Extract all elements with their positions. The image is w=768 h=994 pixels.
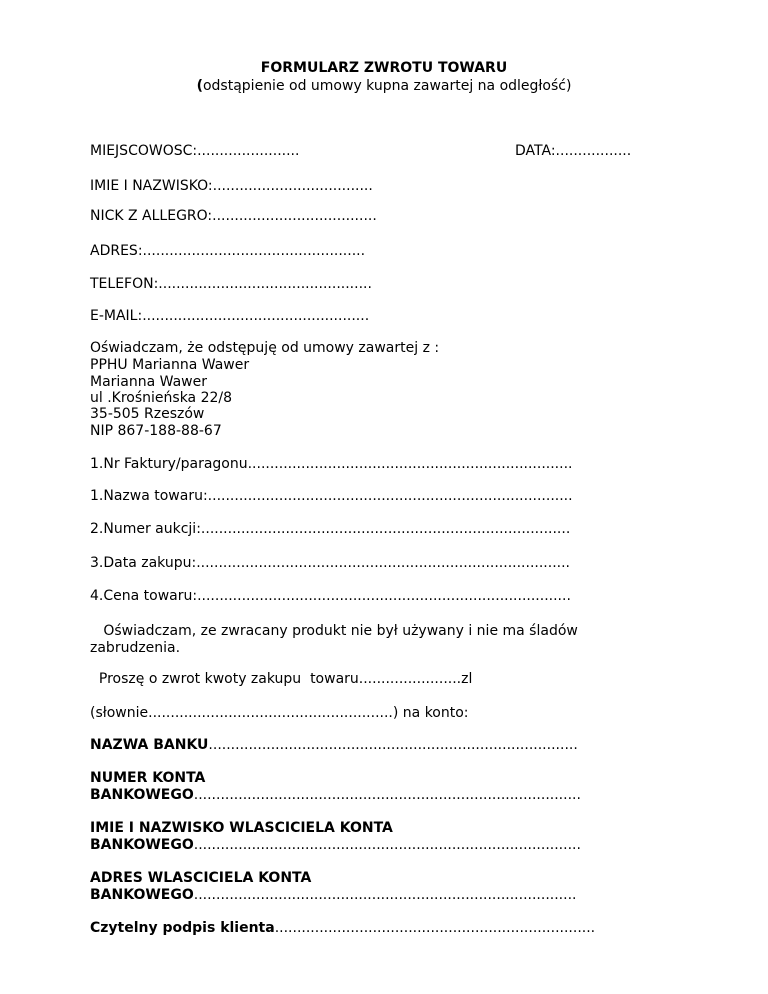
field-numer-aukcji[interactable]: 2.Numer aukcji:................................................................................... bbox=[90, 521, 571, 537]
numer-konta-dots: ....................................................................................... bbox=[193, 787, 581, 803]
field-imie-nazwisko[interactable]: IMIE I NAZWISKO:.................................... bbox=[90, 178, 373, 194]
declaration-name: Marianna Wawer bbox=[90, 374, 208, 390]
statement-line2: zabrudzenia. bbox=[90, 640, 181, 656]
field-numer-konta[interactable] bbox=[90, 787, 581, 804]
declaration-street: ul .Krośnieńska 22/8 bbox=[90, 390, 233, 406]
form-title: FORMULARZ ZWROTU TOWARU bbox=[260, 60, 508, 76]
field-slownie[interactable]: (słownie.......................................................) na konto: bbox=[90, 705, 469, 721]
wlasciciel-label: IMIE I NAZWISKO WLASCICIELA KONTA bbox=[90, 820, 393, 836]
declaration-intro: Oświadczam, że odstępuję od umowy zawartej z : bbox=[90, 340, 440, 356]
declaration-nip: NIP 867-188-88-67 bbox=[90, 423, 222, 439]
declaration-city: 35-505 Rzeszów bbox=[90, 406, 205, 422]
nazwa-banku-dots: ................................................................................... bbox=[208, 737, 578, 753]
field-nr-faktury[interactable]: 1.Nr Faktury/paragonu......................................................................... bbox=[90, 456, 573, 472]
field-wlasciciel-konta[interactable] bbox=[90, 837, 581, 854]
adres-wlasciciela-dots: ...................................................................................... bbox=[193, 887, 577, 903]
field-nick[interactable]: NICK Z ALLEGRO:..................................... bbox=[90, 208, 377, 224]
adres-wlasciciela-label: ADRES WLASCICIELA KONTA bbox=[90, 870, 312, 886]
statement-line1: Oświadczam, ze zwracany produkt nie był używany i nie ma śladów bbox=[90, 623, 578, 639]
wlasciciel-label-2: BANKOWEGO bbox=[90, 837, 194, 853]
field-data-zakupu[interactable]: 3.Data zakupu:.................................................................................... bbox=[90, 555, 571, 571]
podpis-dots: ........................................................................ bbox=[274, 920, 596, 936]
field-cena-towaru[interactable]: 4.Cena towaru:.................................................................................... bbox=[90, 588, 571, 604]
subtitle-paren: ( bbox=[196, 78, 203, 94]
podpis-label: Czytelny podpis klienta bbox=[90, 920, 275, 936]
subtitle-text: odstąpienie od umowy kupna zawartej na odległość) bbox=[202, 78, 572, 94]
field-miejscowosc[interactable]: MIEJSCOWOSC:....................... bbox=[90, 143, 300, 159]
nazwa-banku-label: NAZWA BANKU bbox=[90, 737, 209, 753]
field-nazwa-banku[interactable] bbox=[90, 737, 578, 754]
field-nazwa-towaru[interactable]: 1.Nazwa towaru:.................................................................................. bbox=[90, 488, 573, 504]
field-email[interactable]: E-MAIL:................................................... bbox=[90, 308, 370, 324]
declaration-company: PPHU Marianna Wawer bbox=[90, 357, 250, 373]
field-telefon[interactable]: TELEFON:................................................ bbox=[90, 276, 372, 292]
field-data[interactable]: DATA:................. bbox=[515, 143, 632, 159]
form-subtitle bbox=[0, 78, 768, 95]
field-adres-wlasciciela[interactable] bbox=[90, 887, 576, 904]
field-adres[interactable]: ADRES:.................................................. bbox=[90, 243, 366, 259]
field-kwota-zwrotu[interactable]: Proszę o zwrot kwoty zakupu towaru.......................zl bbox=[90, 671, 473, 687]
numer-konta-label-2: BANKOWEGO bbox=[90, 787, 194, 803]
wlasciciel-dots: ....................................................................................... bbox=[193, 837, 581, 853]
field-podpis[interactable] bbox=[90, 920, 595, 937]
adres-wlasciciela-label-2: BANKOWEGO bbox=[90, 887, 194, 903]
numer-konta-label: NUMER KONTA bbox=[90, 770, 206, 786]
